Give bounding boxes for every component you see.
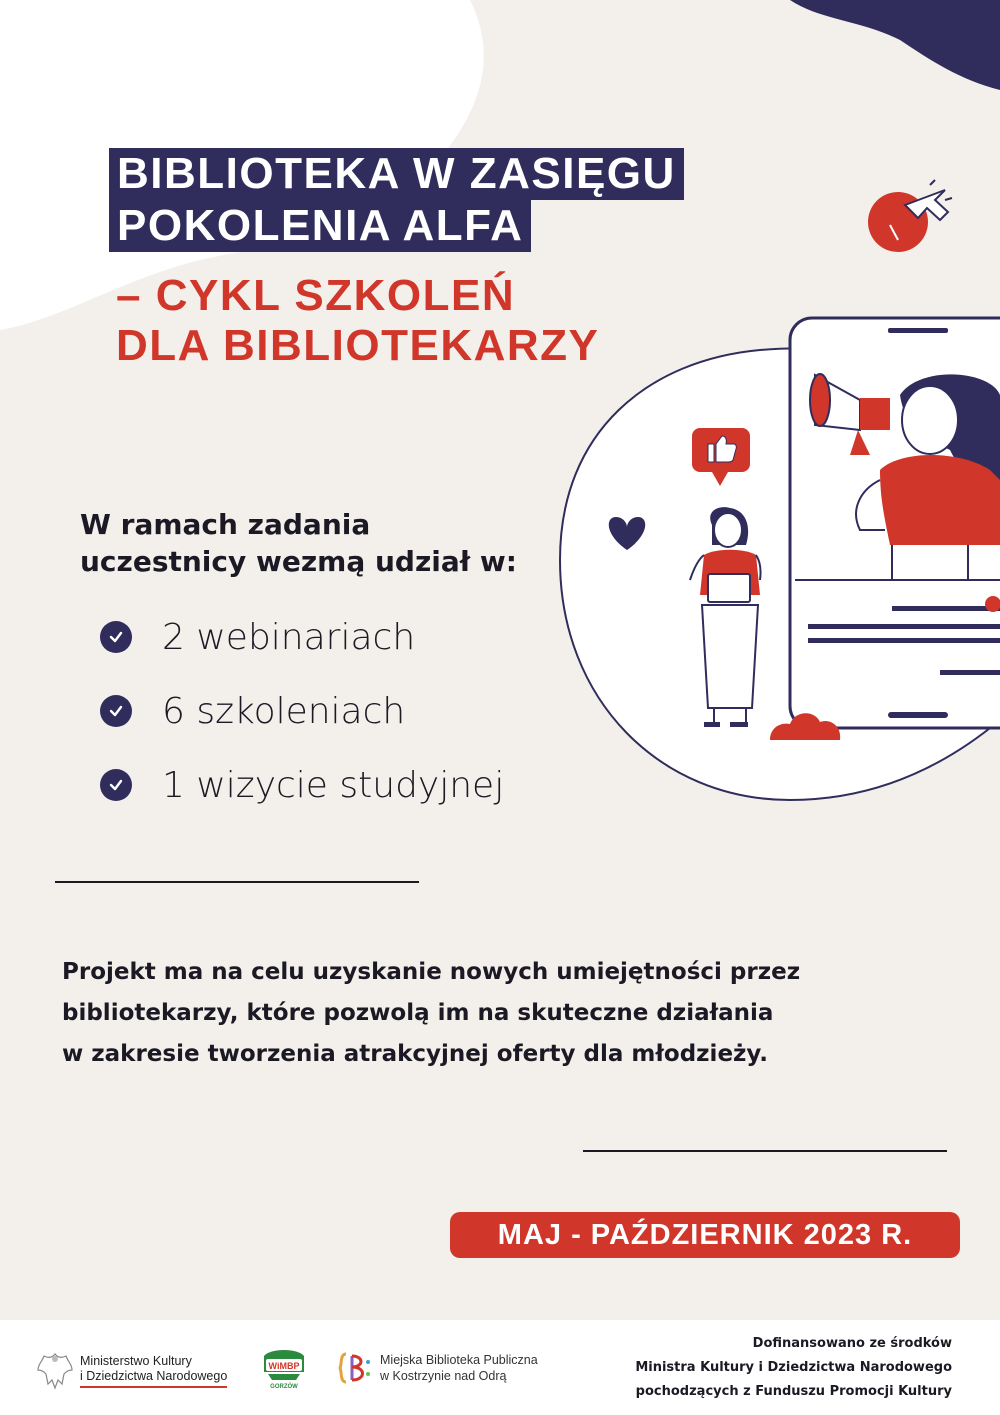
activity-label: 2 webinariach — [162, 616, 416, 658]
intro-line-2: uczestnicy wezmą udział w: — [80, 545, 517, 578]
date-badge: MAJ - PAŹDZIERNIK 2023 R. — [450, 1212, 960, 1258]
ministry-name — [80, 1354, 227, 1388]
funding-line-1: Dofinansowano ze środków — [752, 1336, 952, 1351]
library-line-2: w Kostrzynie nad Odrą — [380, 1369, 507, 1383]
activities-list — [100, 600, 504, 822]
description-line-3: w zakresie tworzenia atrakcyjnej oferty dla młodzieży. — [62, 1041, 769, 1067]
description-line-2: bibliotekarzy, które pozwolą im na skuteczne działania — [62, 1000, 774, 1026]
navy-blob-shape — [790, 0, 1000, 90]
ministry-line-1: Ministerstwo Kultury — [80, 1354, 192, 1368]
cursor-click-icon — [868, 180, 952, 252]
funding-notice — [635, 1332, 952, 1404]
ministry-line-2: i Dziedzictwa Narodowego — [80, 1369, 228, 1383]
subtitle-line-1: – CYKL SZKOLEŃ — [116, 271, 516, 320]
ministry-logo — [36, 1350, 227, 1392]
divider-bottom — [583, 1150, 947, 1152]
wimbp-label: WiMBP — [268, 1361, 300, 1371]
eagle-emblem-icon — [36, 1350, 74, 1392]
activity-label: 6 szkoleniach — [162, 690, 406, 732]
library-mark-icon — [338, 1350, 372, 1386]
footer — [0, 1320, 1000, 1415]
list-item — [100, 674, 504, 748]
library-line-1: Miejska Biblioteka Publiczna — [380, 1353, 538, 1367]
project-description — [62, 952, 842, 1075]
check-circle-icon — [100, 621, 132, 653]
title-line-2: POKOLENIA ALFA — [109, 200, 531, 252]
funding-line-3: pochodzących z Funduszu Promocji Kultury — [635, 1384, 952, 1399]
subtitle-line-2: DLA BIBLIOTEKARZY — [116, 321, 600, 370]
description-line-1: Projekt ma na celu uzyskanie nowych umiejętności przez — [62, 959, 801, 985]
library-name — [380, 1352, 538, 1384]
intro-line-1: W ramach zadania — [80, 508, 371, 541]
intro-text — [80, 506, 540, 580]
check-circle-icon — [100, 695, 132, 727]
wimbp-city: GORZÓW — [270, 1384, 298, 1390]
divider-top — [55, 881, 419, 883]
list-item — [100, 748, 504, 822]
library-logo — [338, 1350, 538, 1386]
title-line-1: BIBLIOTEKA W ZASIĘGU — [109, 148, 684, 200]
funding-line-2: Ministra Kultury i Dziedzictwa Narodowego — [635, 1360, 952, 1375]
check-circle-icon — [100, 769, 132, 801]
list-item — [100, 600, 504, 674]
activity-label: 1 wizycie studyjnej — [162, 764, 505, 806]
wimbp-logo — [260, 1342, 308, 1399]
